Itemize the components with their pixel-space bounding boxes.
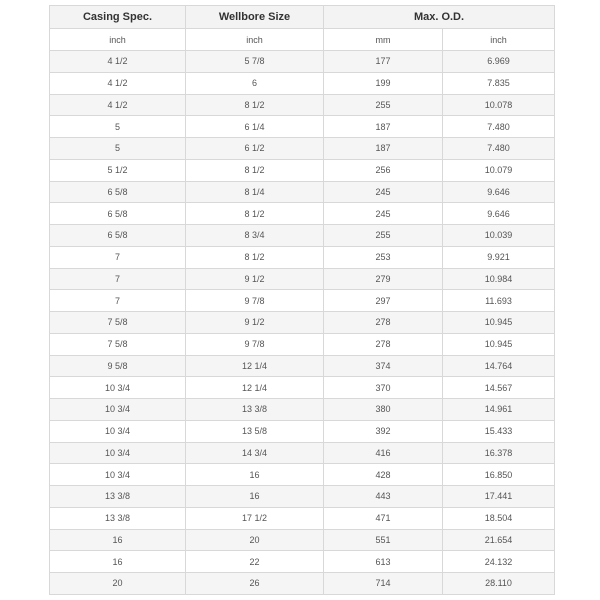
wellbore-cell: 16 (186, 464, 324, 486)
od-inch-cell: 10.039 (443, 225, 555, 247)
od-inch-cell: 18.504 (443, 507, 555, 529)
casing-cell: 16 (50, 551, 186, 573)
od-mm-cell: 278 (324, 312, 443, 334)
od-mm-cell: 370 (324, 377, 443, 399)
table-row (50, 442, 555, 464)
unit-casing: inch (50, 29, 186, 51)
od-mm-cell: 177 (324, 51, 443, 73)
wellbore-cell: 13 5/8 (186, 420, 324, 442)
casing-cell: 7 5/8 (50, 333, 186, 355)
od-mm-cell: 428 (324, 464, 443, 486)
od-inch-cell: 14.567 (443, 377, 555, 399)
table-row (50, 203, 555, 225)
wellbore-cell: 8 1/2 (186, 203, 324, 225)
od-mm-cell: 245 (324, 203, 443, 225)
od-inch-cell: 28.110 (443, 573, 555, 595)
od-inch-cell: 24.132 (443, 551, 555, 573)
od-inch-cell: 7.835 (443, 72, 555, 94)
casing-cell: 7 (50, 268, 186, 290)
od-inch-cell: 6.969 (443, 51, 555, 73)
table-row (50, 290, 555, 312)
wellbore-cell: 6 (186, 72, 324, 94)
od-mm-cell: 380 (324, 399, 443, 421)
od-mm-cell: 255 (324, 94, 443, 116)
wellbore-cell: 26 (186, 573, 324, 595)
casing-cell: 10 3/4 (50, 442, 186, 464)
casing-cell: 5 (50, 116, 186, 138)
unit-mm: mm (324, 29, 443, 51)
table-row (50, 159, 555, 181)
casing-cell: 4 1/2 (50, 72, 186, 94)
casing-wellbore-table (49, 5, 555, 595)
casing-cell: 10 3/4 (50, 399, 186, 421)
wellbore-cell: 8 1/2 (186, 246, 324, 268)
od-inch-cell: 10.078 (443, 94, 555, 116)
casing-cell: 7 5/8 (50, 312, 186, 334)
table-body (50, 51, 555, 595)
table-row (50, 377, 555, 399)
table-row (50, 51, 555, 73)
od-mm-cell: 256 (324, 159, 443, 181)
table-row (50, 486, 555, 508)
od-mm-cell: 714 (324, 573, 443, 595)
wellbore-cell: 22 (186, 551, 324, 573)
od-mm-cell: 392 (324, 420, 443, 442)
casing-cell: 13 3/8 (50, 507, 186, 529)
od-mm-cell: 551 (324, 529, 443, 551)
unit-wellbore: inch (186, 29, 324, 51)
units-row (50, 29, 555, 51)
od-inch-cell: 14.764 (443, 355, 555, 377)
od-inch-cell: 10.984 (443, 268, 555, 290)
od-mm-cell: 443 (324, 486, 443, 508)
casing-cell: 10 3/4 (50, 377, 186, 399)
wellbore-cell: 9 7/8 (186, 333, 324, 355)
table-row (50, 420, 555, 442)
table-row (50, 507, 555, 529)
od-mm-cell: 279 (324, 268, 443, 290)
wellbore-cell: 9 7/8 (186, 290, 324, 312)
od-mm-cell: 187 (324, 138, 443, 160)
wellbore-cell: 9 1/2 (186, 268, 324, 290)
od-inch-cell: 14.961 (443, 399, 555, 421)
table-row (50, 181, 555, 203)
wellbore-cell: 6 1/2 (186, 138, 324, 160)
table-row (50, 312, 555, 334)
table-row (50, 268, 555, 290)
od-mm-cell: 374 (324, 355, 443, 377)
table-row (50, 573, 555, 595)
od-inch-cell: 11.693 (443, 290, 555, 312)
wellbore-cell: 6 1/4 (186, 116, 324, 138)
od-mm-cell: 471 (324, 507, 443, 529)
table-row (50, 138, 555, 160)
od-mm-cell: 253 (324, 246, 443, 268)
od-mm-cell: 278 (324, 333, 443, 355)
casing-cell: 7 (50, 290, 186, 312)
casing-cell: 5 1/2 (50, 159, 186, 181)
table-row (50, 551, 555, 573)
casing-cell: 13 3/8 (50, 486, 186, 508)
table-row (50, 116, 555, 138)
table-row (50, 355, 555, 377)
od-mm-cell: 416 (324, 442, 443, 464)
od-mm-cell: 255 (324, 225, 443, 247)
header-max-od: Max. O.D. (324, 6, 555, 29)
wellbore-cell: 8 1/2 (186, 159, 324, 181)
table-row (50, 72, 555, 94)
wellbore-cell: 17 1/2 (186, 507, 324, 529)
od-inch-cell: 15.433 (443, 420, 555, 442)
wellbore-cell: 5 7/8 (186, 51, 324, 73)
od-inch-cell: 16.850 (443, 464, 555, 486)
table-row (50, 94, 555, 116)
wellbore-cell: 13 3/8 (186, 399, 324, 421)
od-inch-cell: 9.646 (443, 203, 555, 225)
wellbore-cell: 14 3/4 (186, 442, 324, 464)
table-row (50, 246, 555, 268)
header-wellbore-size: Wellbore Size (186, 6, 324, 29)
od-inch-cell: 7.480 (443, 138, 555, 160)
od-inch-cell: 10.945 (443, 333, 555, 355)
od-inch-cell: 7.480 (443, 116, 555, 138)
od-mm-cell: 199 (324, 72, 443, 94)
casing-cell: 20 (50, 573, 186, 595)
casing-cell: 16 (50, 529, 186, 551)
table-row (50, 399, 555, 421)
od-mm-cell: 297 (324, 290, 443, 312)
casing-cell: 4 1/2 (50, 94, 186, 116)
casing-cell: 4 1/2 (50, 51, 186, 73)
wellbore-cell: 8 3/4 (186, 225, 324, 247)
wellbore-cell: 8 1/4 (186, 181, 324, 203)
od-mm-cell: 613 (324, 551, 443, 573)
table-row (50, 529, 555, 551)
od-inch-cell: 17.441 (443, 486, 555, 508)
casing-cell: 10 3/4 (50, 420, 186, 442)
od-mm-cell: 245 (324, 181, 443, 203)
od-inch-cell: 10.945 (443, 312, 555, 334)
casing-cell: 10 3/4 (50, 464, 186, 486)
casing-cell: 6 5/8 (50, 203, 186, 225)
casing-cell: 7 (50, 246, 186, 268)
od-inch-cell: 10.079 (443, 159, 555, 181)
casing-cell: 6 5/8 (50, 181, 186, 203)
table-row (50, 464, 555, 486)
casing-cell: 5 (50, 138, 186, 160)
wellbore-cell: 9 1/2 (186, 312, 324, 334)
header-row (50, 6, 555, 29)
od-inch-cell: 16.378 (443, 442, 555, 464)
wellbore-cell: 12 1/4 (186, 355, 324, 377)
od-inch-cell: 9.921 (443, 246, 555, 268)
casing-cell: 6 5/8 (50, 225, 186, 247)
wellbore-cell: 20 (186, 529, 324, 551)
od-inch-cell: 9.646 (443, 181, 555, 203)
unit-inch: inch (443, 29, 555, 51)
od-mm-cell: 187 (324, 116, 443, 138)
wellbore-cell: 8 1/2 (186, 94, 324, 116)
table-row (50, 225, 555, 247)
od-inch-cell: 21.654 (443, 529, 555, 551)
header-casing-spec: Casing Spec. (50, 6, 186, 29)
wellbore-cell: 16 (186, 486, 324, 508)
casing-cell: 9 5/8 (50, 355, 186, 377)
wellbore-cell: 12 1/4 (186, 377, 324, 399)
table-row (50, 333, 555, 355)
